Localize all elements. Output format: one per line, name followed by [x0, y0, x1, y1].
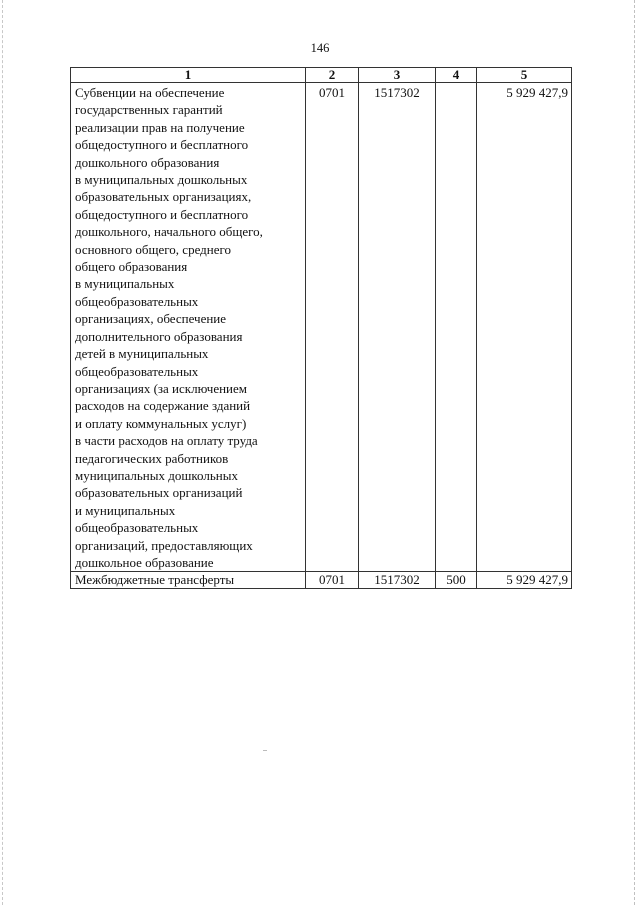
table-header-row [71, 68, 572, 83]
table-row [71, 572, 572, 589]
row1-type-code [436, 83, 477, 572]
table-row [71, 83, 572, 572]
header-col-4: 4 [436, 68, 477, 83]
row1-amount: 5 929 427,9 [477, 83, 572, 572]
budget-table [70, 67, 572, 589]
header-col-1: 1 [71, 68, 306, 83]
description-line: государственных гарантий [75, 102, 223, 118]
description-line: дошкольное образование [75, 554, 214, 570]
row2-description: Межбюджетные трансферты [71, 572, 306, 589]
row2-amount: 5 929 427,9 [477, 572, 572, 589]
scan-edge-left [2, 0, 4, 905]
description-line: дошкольного образования [75, 154, 220, 170]
description-line: и муниципальных [75, 502, 176, 518]
description-line: дополнительного образования [75, 328, 243, 344]
header-col-5: 5 [477, 68, 572, 83]
description-line: детей в муниципальных [75, 346, 209, 362]
description-line: реализации прав на получение [75, 119, 245, 135]
description-line: общеобразовательных [75, 293, 199, 309]
scan-artifact-mark [263, 750, 267, 751]
description-line: расходов на содержание зданий [75, 398, 251, 414]
description-line: общеобразовательных [75, 363, 199, 379]
description-line: Субвенции на обеспечение [75, 85, 225, 100]
description-line: муниципальных дошкольных [75, 467, 238, 483]
description-line: дошкольного, начального общего, [75, 224, 263, 240]
row2-target-code: 1517302 [359, 572, 436, 589]
row2-type-code: 500 [436, 572, 477, 589]
description-line: педагогических работников [75, 450, 229, 466]
description-line: образовательных организаций [75, 485, 243, 501]
row1-target-code: 1517302 [359, 83, 436, 572]
row1-section-code: 0701 [306, 83, 359, 572]
description-line: образовательных организациях, [75, 189, 252, 205]
row1-description [71, 83, 306, 572]
header-col-3: 3 [359, 68, 436, 83]
scan-edge-right [634, 0, 636, 905]
description-line: общего образования [75, 259, 188, 275]
page-number: 146 [310, 41, 330, 55]
header-col-2: 2 [306, 68, 359, 83]
description-line: общедоступного и бесплатного [75, 137, 249, 153]
description-line: в муниципальных [75, 276, 175, 292]
row2-section-code: 0701 [306, 572, 359, 589]
description-line: общеобразовательных [75, 520, 199, 536]
description-line: в части расходов на оплату труда [75, 433, 258, 449]
description-line: организациях (за исключением [75, 380, 248, 396]
description-line: общедоступного и бесплатного [75, 206, 249, 222]
description-line: организаций, предоставляющих [75, 537, 253, 553]
description-line: основного общего, среднего [75, 241, 232, 257]
description-line: и оплату коммунальных услуг) [75, 415, 247, 431]
description-line: организациях, обеспечение [75, 311, 227, 327]
description-line: в муниципальных дошкольных [75, 172, 248, 188]
